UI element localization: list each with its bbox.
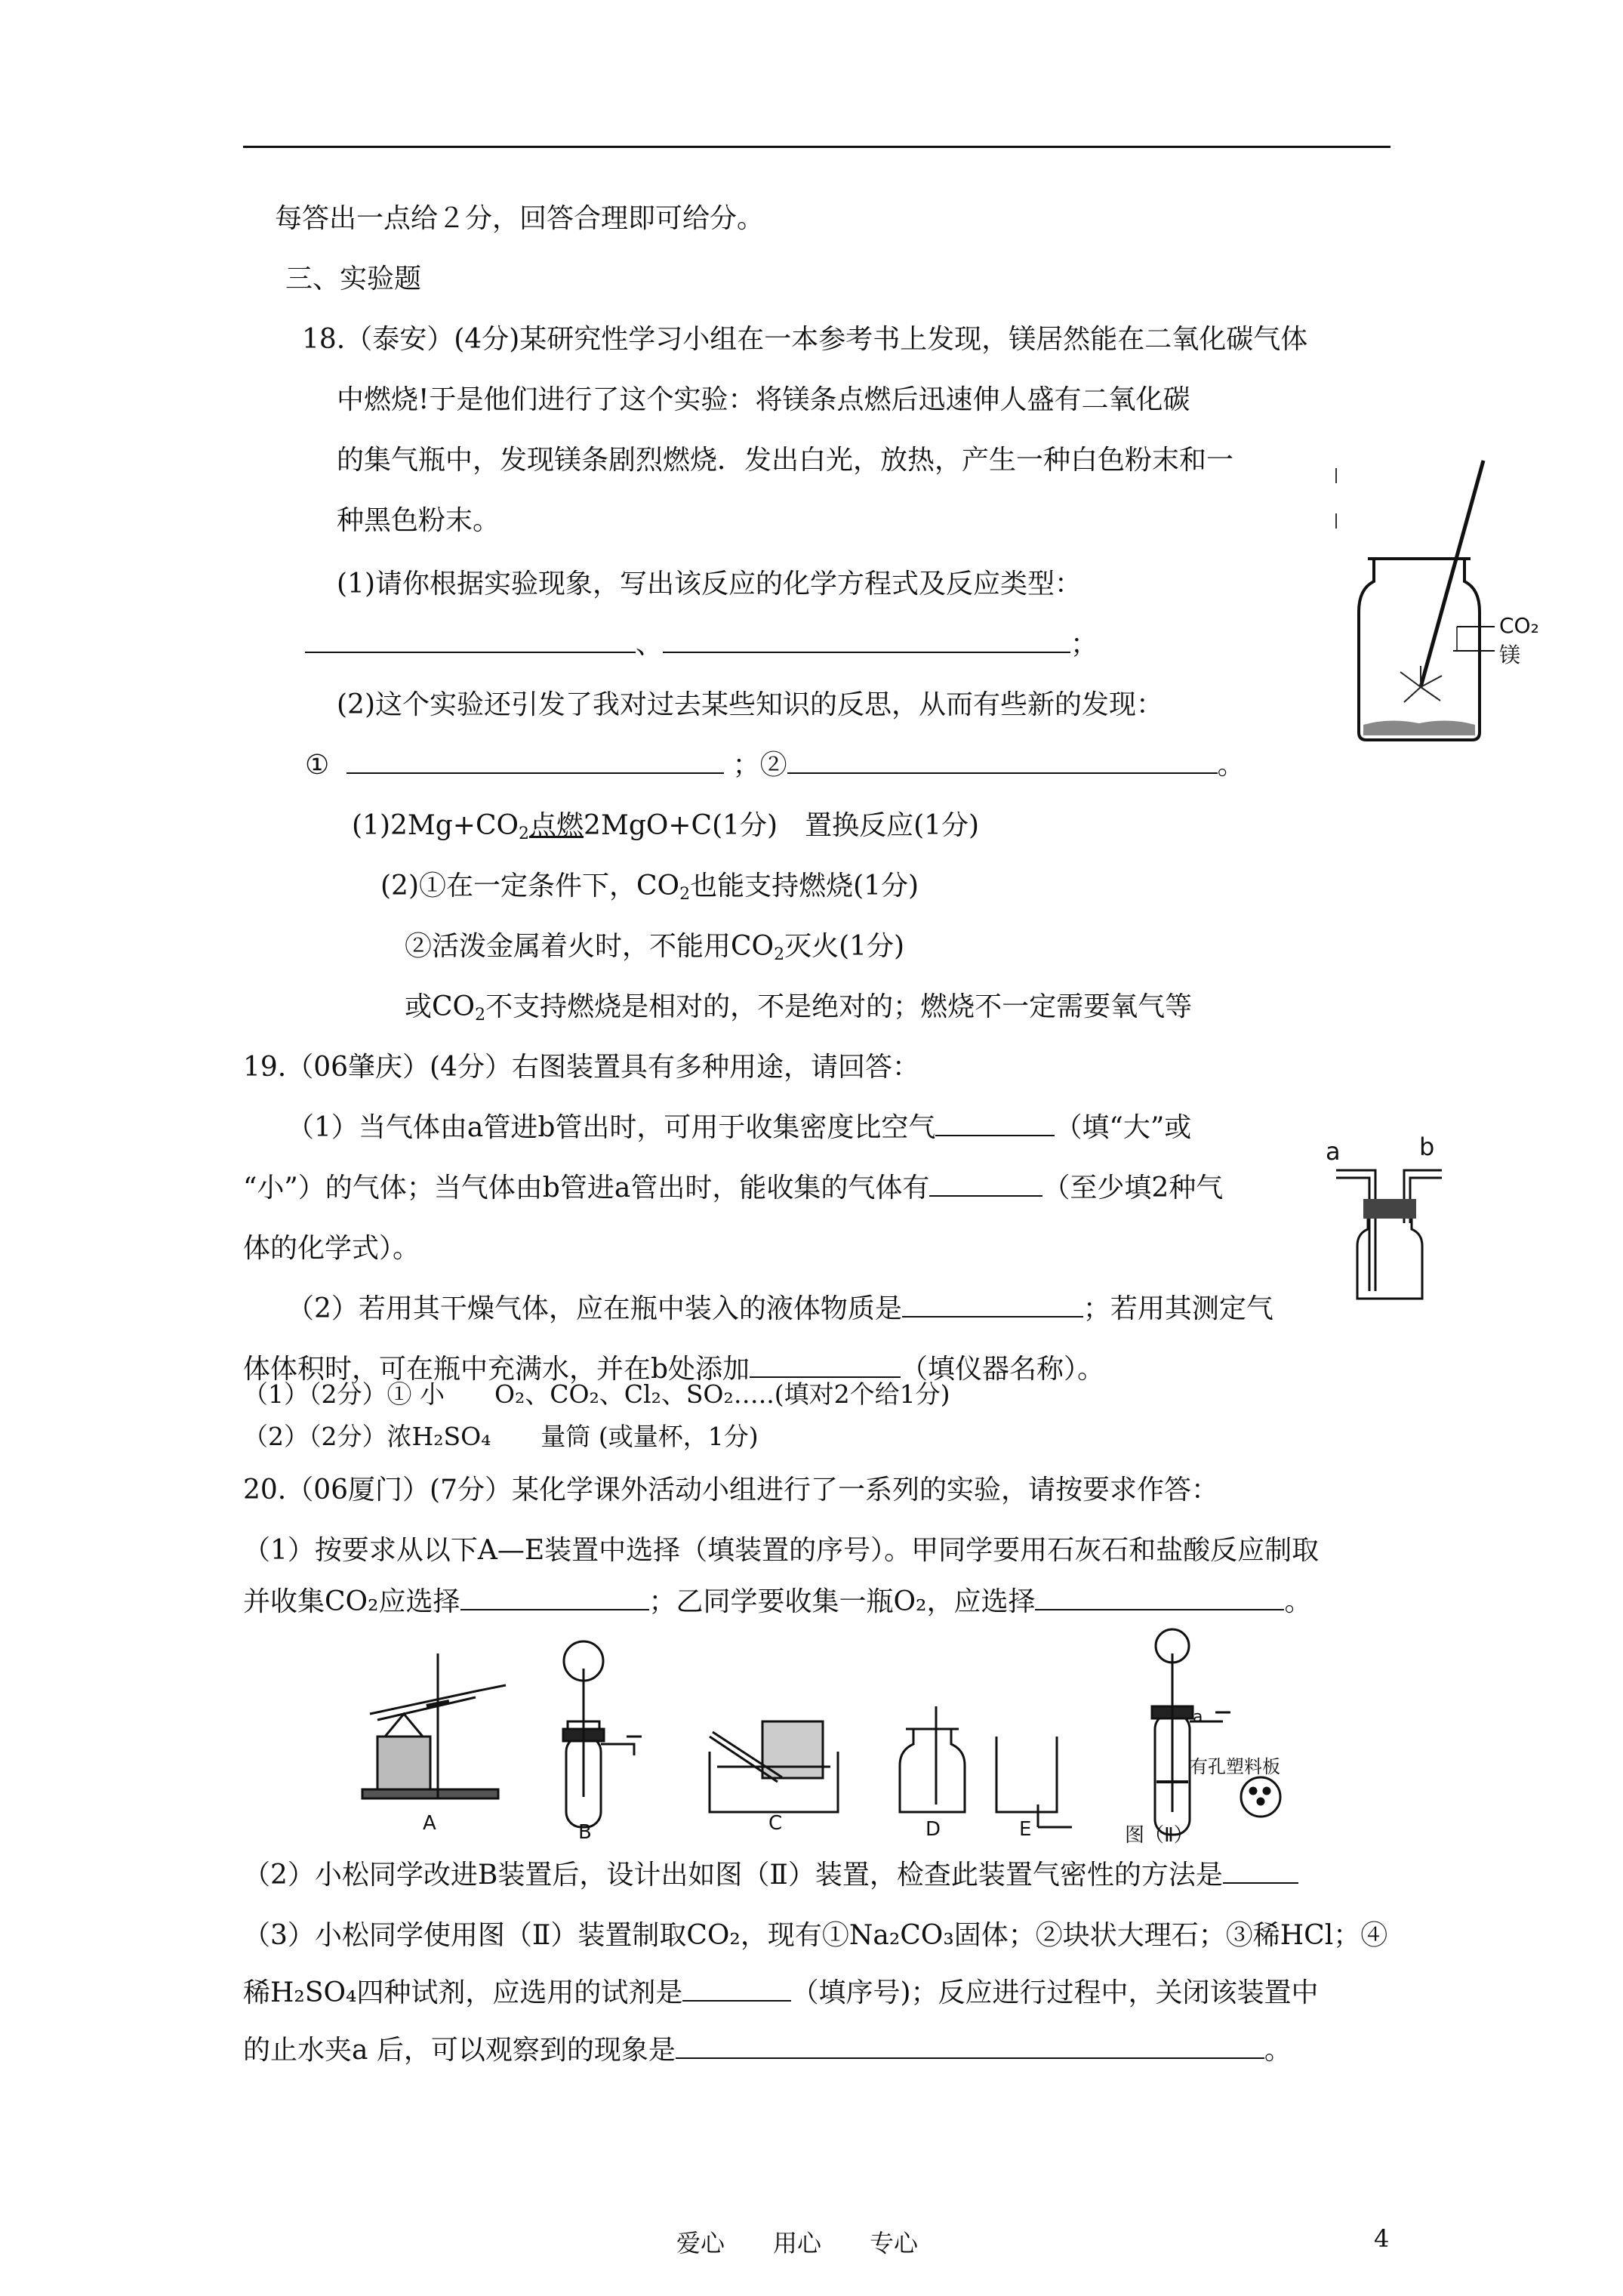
tube-b-label: b	[1419, 1133, 1435, 1161]
q20-line3: 并收集CO₂应选择 ；乙同学要收集一瓶O₂，应选择 。	[243, 1586, 1312, 1617]
q20-blank-phenomenon[interactable]	[676, 2035, 1264, 2059]
q18-sub1: (1)请你根据实验现象，写出该反应的化学方程式及反应类型：	[337, 569, 1082, 599]
q18-blank-equation[interactable]	[305, 629, 636, 653]
q19-line6: 体体积时，可在瓶中充满水，并在b处添加 （填仪器名称）。	[243, 1354, 1105, 1385]
tube-a-label: a	[1326, 1137, 1341, 1166]
q18-answer3: ②活泼金属着火时，不能用$CO_2$灭火(1分)	[405, 931, 905, 964]
figure-ii-label: 图（Ⅱ）	[1125, 1824, 1193, 1847]
q19-blank-drying-liquid[interactable]	[902, 1293, 1083, 1318]
q19-bottle-figure	[1326, 1133, 1442, 1306]
section-title: 三、实验题	[285, 264, 422, 294]
magnesium-label: 镁	[1499, 643, 1521, 667]
q20-blank-co2-apparatus[interactable]	[460, 1586, 649, 1610]
q20-blank-airtightness[interactable]	[1223, 1860, 1298, 1884]
perforated-board-label: 有孔塑料板	[1190, 1756, 1280, 1777]
q19-blank-density[interactable]	[935, 1112, 1055, 1136]
q20-blank-o2-apparatus[interactable]	[1035, 1586, 1284, 1610]
q18-line1: 18.（泰安）(4分)某研究性学习小组在一本参考书上发现，镁居然能在二氧化碳气体	[302, 324, 1308, 355]
q18-answer2: (2)①在一定条件下，$CO_2$也能支持燃烧(1分)	[380, 871, 919, 904]
q18-sub2: (2)这个实验还引发了我对过去某些知识的反思，从而有些新的发现：	[337, 689, 1163, 720]
q19-blank-instrument[interactable]	[750, 1354, 901, 1378]
q19-line5: （2）若用其干燥气体，应在瓶中装入的液体物质是 ；若用其测定气	[287, 1293, 1273, 1324]
q19-line2: （1）当气体由a管进b管出时，可用于收集密度比空气 （填“大”或	[287, 1112, 1192, 1143]
q18-blank-finding1[interactable]	[346, 750, 724, 774]
q20-line6: 稀H₂SO₄四种试剂，应选用的试剂是 （填序号)；反应进行过程中，关闭该装置中	[243, 1977, 1319, 2008]
q18-answer4: 或$CO_2$不支持燃烧是相对的，不是绝对的；燃烧不一定需要氧气等	[405, 991, 1193, 1025]
page-number: 4	[1374, 2224, 1390, 2253]
q20-line5: （3）小松同学使用图（Ⅱ）装置制取CO₂，现有①Na₂CO₃固体；②块状大理石；③稀HCl；④	[243, 1920, 1388, 1951]
q19-line3: “小”）的气体；当气体由b管进a管出时，能收集的气体有 （至少填2种气	[243, 1173, 1224, 1203]
q18-line4: 种黑色粉末。	[337, 505, 500, 536]
apparatus-label-c: C	[768, 1812, 783, 1835]
q18-blank-row1: 、 ；	[305, 628, 1098, 661]
q18-blank-finding2[interactable]	[787, 750, 1218, 774]
q18-line2: 中燃烧!于是他们进行了这个实验：将镁条点燃后迅速伸人盛有二氧化碳	[337, 384, 1190, 415]
q19-blank-gases[interactable]	[929, 1173, 1042, 1197]
q19-answer1: （1）（2分）① 小 O₂、CO₂、Cl₂、SO₂…..(填对2个给1分)	[243, 1379, 950, 1409]
q20-line2: （1）按要求从以下A—E装置中选择（填装置的序号）。甲同学要用石灰石和盐酸反应制取	[243, 1535, 1320, 1566]
q20-line1: 20.（06厦门）(7分）某化学课外活动小组进行了一系列的实验，请按要求作答：	[243, 1475, 1219, 1505]
q18-blank-row2: ① ；② 。	[305, 750, 1245, 781]
q18-answer1: $(1)2Mg+CO_2$点燃2MgO+C(1分) 置换反应(1分)	[352, 810, 980, 843]
q18-gas-jar-figure	[1329, 453, 1555, 755]
q18-blank-reaction-type[interactable]	[663, 629, 1070, 653]
footer-slogan: 爱心 用心 专心	[676, 2229, 919, 2257]
apparatus-label-a: A	[423, 1812, 436, 1835]
apparatus-label-e: E	[1019, 1818, 1032, 1841]
apparatus-label-d: D	[925, 1818, 941, 1841]
valve-a-label: a	[1193, 1708, 1203, 1727]
q20-line7: 的止水夹a 后，可以观察到的现象是 。	[243, 2035, 1292, 2066]
q20-blank-reagents[interactable]	[682, 1977, 791, 2002]
q19-line4: 体的化学式）。	[243, 1233, 420, 1264]
header-rule	[243, 146, 1390, 148]
q20-apparatus-figure	[355, 1623, 1306, 1850]
apparatus-label-b: B	[578, 1821, 592, 1844]
intro-note: 每答出一点给２分，回答合理即可给分。	[275, 203, 765, 234]
co2-label: CO₂	[1499, 613, 1539, 638]
q19-line1: 19.（06肇庆）(4分）右图装置具有多种用途，请回答：	[243, 1052, 920, 1083]
q20-line4: （2）小松同学改进B装置后，设计出如图（Ⅱ）装置，检查此装置气密性的方法是	[243, 1859, 1298, 1892]
q19-answer2: （2）（2分）浓H₂SO₄ 量筒 (或量杯，1分)	[243, 1422, 759, 1451]
q18-line3: 的集气瓶中，发现镁条剧烈燃烧．发出白光，放热，产生一种白色粉末和一	[337, 445, 1234, 476]
